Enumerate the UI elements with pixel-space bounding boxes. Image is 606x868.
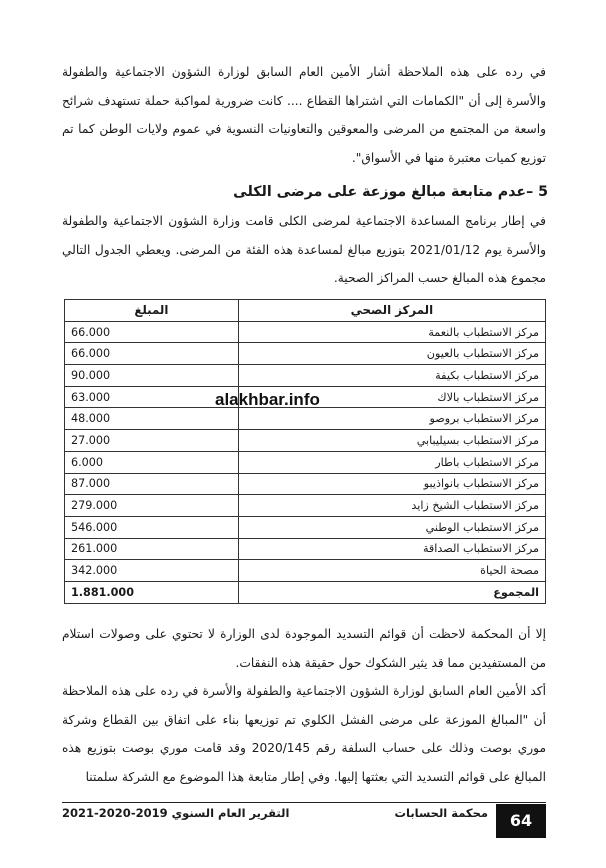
cell-center: مركز الاستطباب الشيخ زايد xyxy=(238,495,545,517)
cell-amount: 27.000 xyxy=(65,430,239,452)
cell-amount: 546.000 xyxy=(65,516,239,538)
header-amount: المبلغ xyxy=(65,300,239,322)
table-row xyxy=(65,343,546,365)
table-row xyxy=(65,408,546,430)
footer-court-name: محكمة الحسابات xyxy=(394,806,488,820)
table-row xyxy=(65,516,546,538)
table-total-row xyxy=(65,581,546,603)
table-row xyxy=(65,560,546,582)
footer-report-title: التقرير العام السنوي 2019-2020-2021 xyxy=(62,806,290,820)
cell-center: مركز الاستطباب الصداقة xyxy=(238,538,545,560)
cell-amount: 63.000 xyxy=(65,386,239,408)
total-amount: 1.881.000 xyxy=(65,581,239,603)
paragraph-court-observation: إلا أن المحكمة لاحظت أن قوائم التسديد الموجودة لدى الوزارة لا تحتوي على وصولات استلام من المستفيدين مما قد يثير الشكوك حول حقيقة هذه النفقات. xyxy=(62,627,546,670)
cell-center: مركز الاستطباب بانواذيبو xyxy=(238,473,545,495)
table-row xyxy=(65,473,546,495)
cell-center: مصحة الحياة xyxy=(238,560,545,582)
cell-amount: 261.000 xyxy=(65,538,239,560)
paragraph-response-masks: في رده على هذه الملاحظة أشار الأمين العام السابق لوزارة الشؤون الاجتماعية والطفولة والأسرة إلى أن "الكمامات التي اشتراها القطاع .... كانت ضرورية لمواكبة حملة تستهدف شرائح واسعة من المجتمع من المرضى والمعوقين والتعاونيات النسوية في عموم ولايات الوطن كما تم توزيع كميات معتبرة منها في الأسواق". xyxy=(62,65,546,165)
cell-amount: 90.000 xyxy=(65,365,239,387)
cell-amount: 342.000 xyxy=(65,560,239,582)
cell-amount: 66.000 xyxy=(65,321,239,343)
cell-center: مركز الاستطباب الوطني xyxy=(238,516,545,538)
cell-center: مركز الاستطباب بالاك xyxy=(238,386,545,408)
header-health-center: المركز الصحي xyxy=(238,300,545,322)
table-row xyxy=(65,365,546,387)
cell-center: مركز الاستطباب بالنعمة xyxy=(238,321,545,343)
cell-amount: 279.000 xyxy=(65,495,239,517)
paragraph-kidney-program: في إطار برنامج المساعدة الاجتماعية لمرضى الكلى قامت وزارة الشؤون الاجتماعية والطفولة والأسرة يوم 2021/01/12 بتوزيع مبالغ لمساعدة هذه الفئة من المرضى. ويعطي الجدول التالي مجموع هذه المبالغ حسب المراكز الصحية. xyxy=(62,214,546,286)
table-row xyxy=(65,430,546,452)
cell-amount: 87.000 xyxy=(65,473,239,495)
table-row xyxy=(65,495,546,517)
table-row xyxy=(65,321,546,343)
paragraph-secretary-response: أكد الأمين العام السابق لوزارة الشؤون الاجتماعية والطفولة والأسرة في رده على هذه الملاحظة أن "المبالغ الموزعة على مرضى الفشل الكلوي تم توزيعها بناء على اتفاق بين القطاع وشركة موري بوصت وذلك على حساب السلفة رقم 2020/145 وقد قامت موري بوصت بتوزيع هذه المبالغ على قوائم التسديد التي بعثتها إليها. وفي إطار متابعة هذا الموضوع مع الشركة سلمتنا xyxy=(62,684,546,784)
cell-center: مركز الاستطباب باطار xyxy=(238,451,545,473)
cell-center: مركز الاستطباب بكيفة xyxy=(238,365,545,387)
table-row xyxy=(65,538,546,560)
cell-center: مركز الاستطباب بروصو xyxy=(238,408,545,430)
section-heading: 5 –عدم متابعة مبالغ موزعة على مرضى الكلى xyxy=(233,184,548,200)
watermark: alakhbar.info xyxy=(215,390,320,409)
table-row xyxy=(65,451,546,473)
cell-center: مركز الاستطباب بالعيون xyxy=(238,343,545,365)
cell-amount: 66.000 xyxy=(65,343,239,365)
cell-amount: 48.000 xyxy=(65,408,239,430)
amounts-table xyxy=(64,299,546,604)
page-number: 64 xyxy=(496,804,546,838)
total-label: المجموع xyxy=(238,581,545,603)
table-header-row xyxy=(65,300,546,322)
cell-amount: 6.000 xyxy=(65,451,239,473)
cell-center: مركز الاستطباب بسيليبابي xyxy=(238,430,545,452)
footer-divider xyxy=(62,802,546,803)
